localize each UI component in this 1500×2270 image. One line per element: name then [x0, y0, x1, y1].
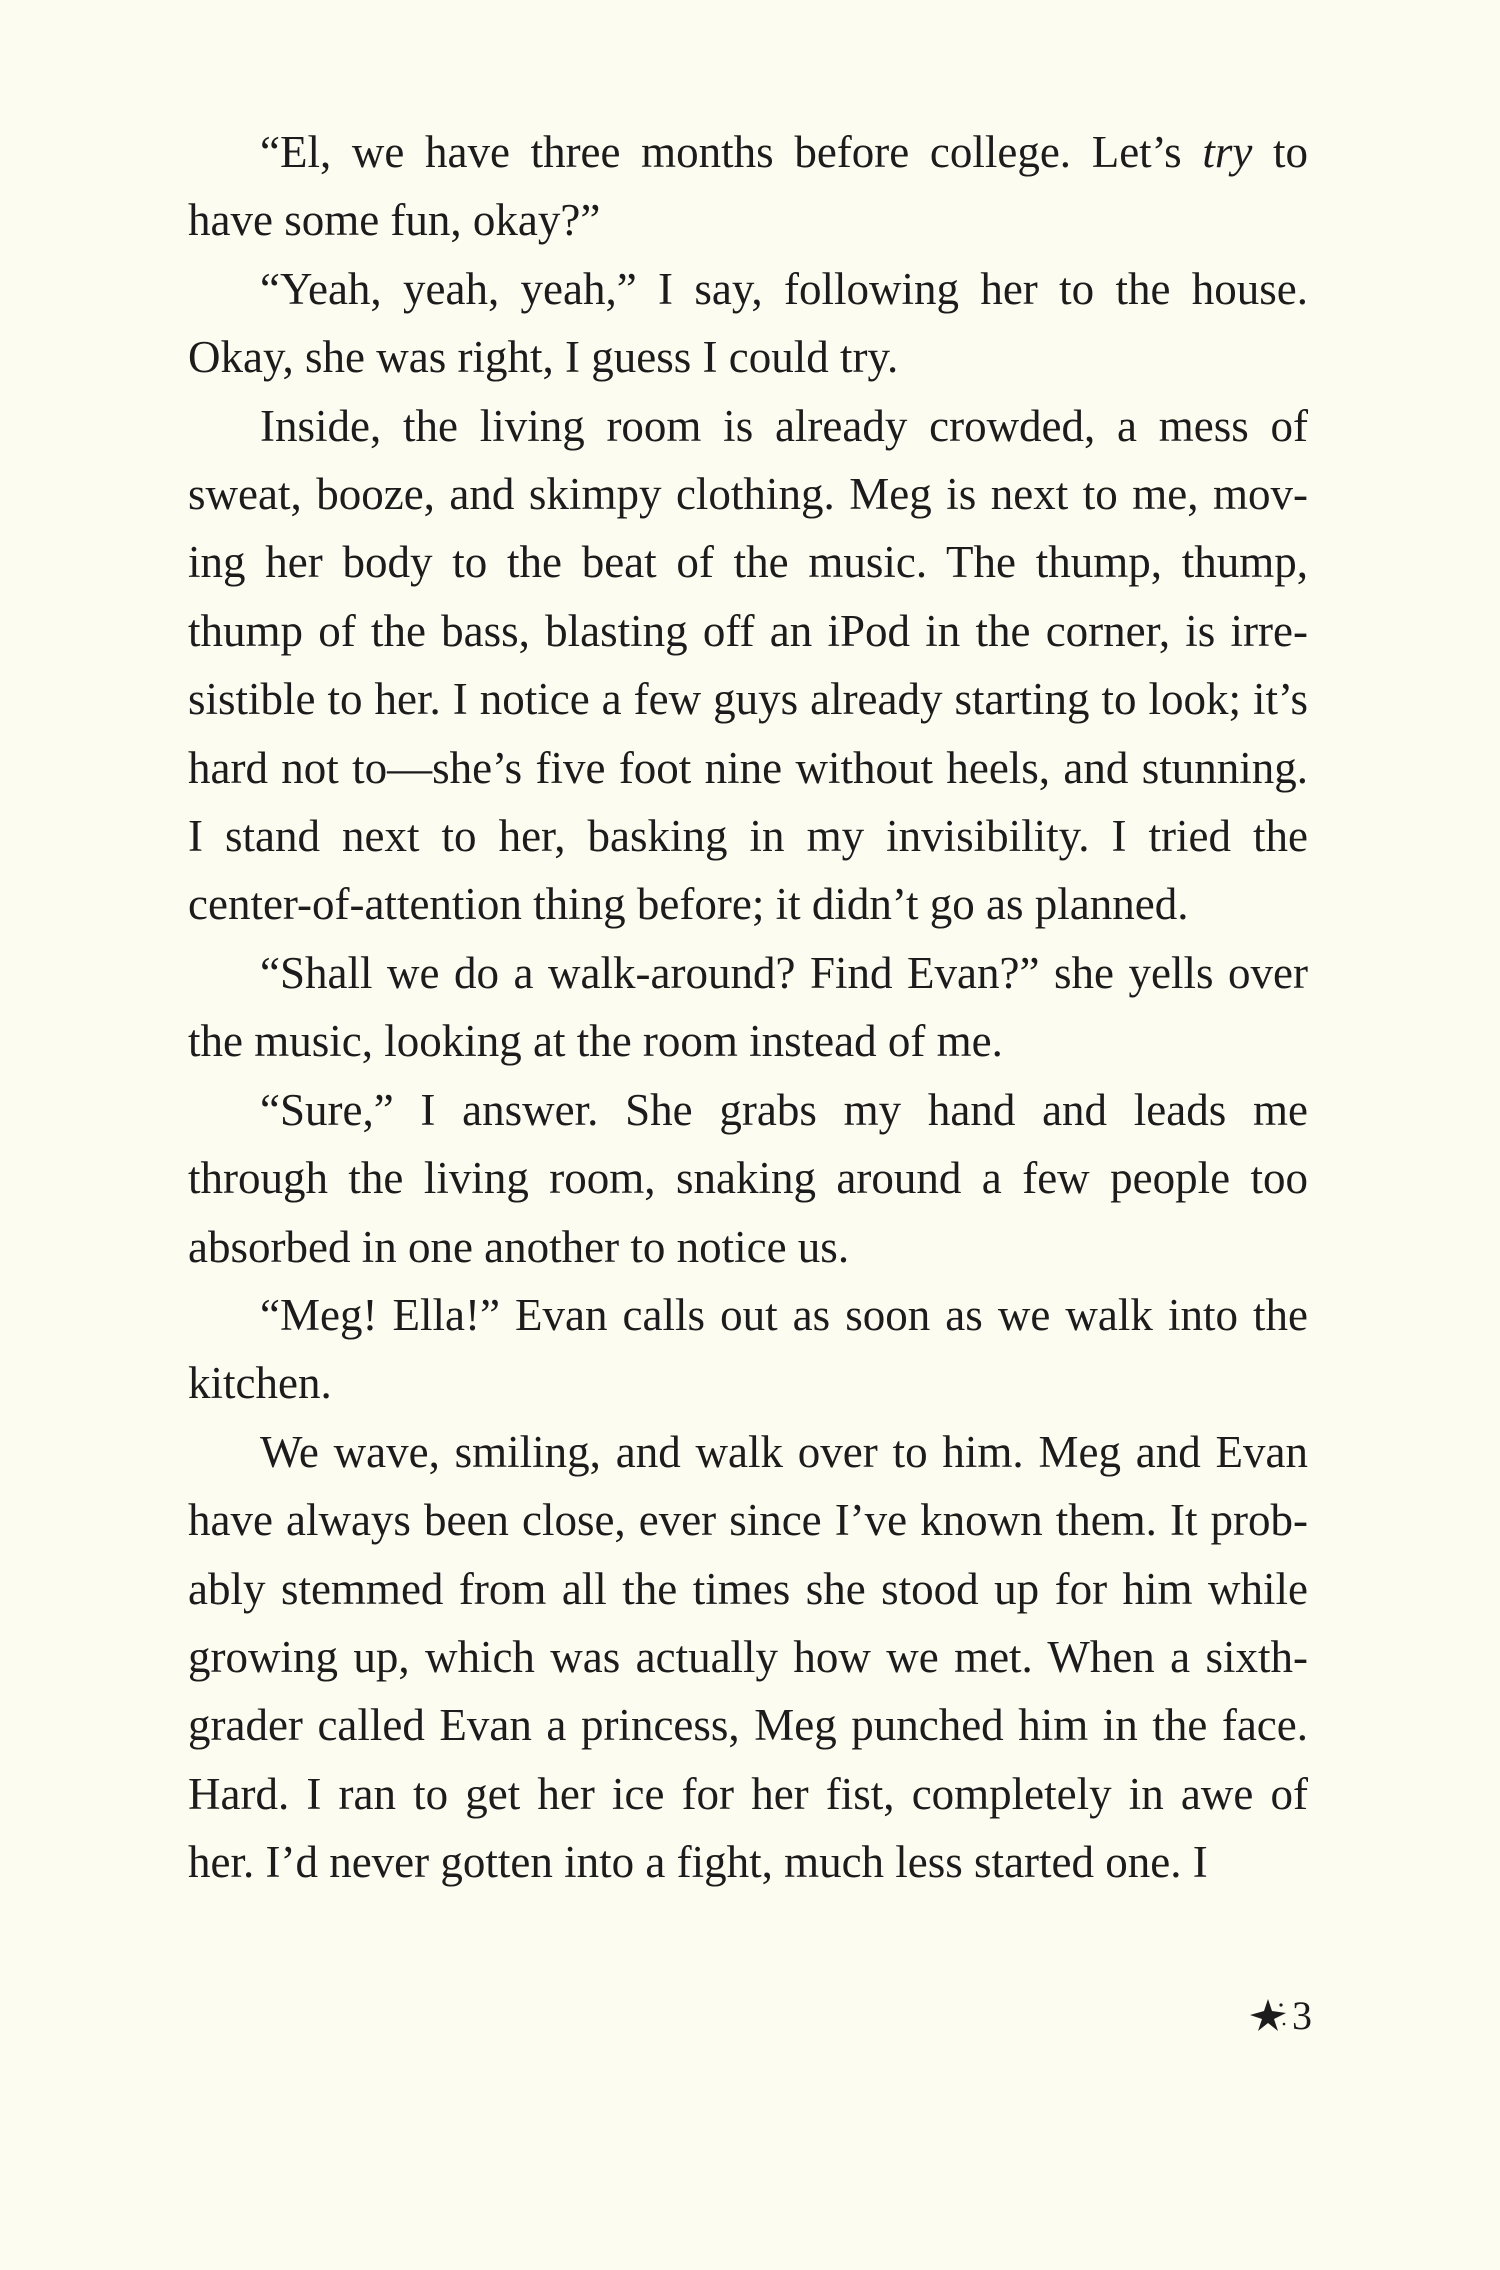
page-number: 3: [1292, 1992, 1312, 2038]
paragraph-2: “Yeah, yeah, yeah,” I say, following her to the house. Okay, she was right, I guess I could try.: [188, 263, 1308, 383]
paragraph-1: “El, we have three months before college. Let’s try to have some fun, okay?”: [188, 127, 1308, 246]
paragraph-4: “Shall we do a walk-around? Find Evan?” she yells over the music, looking at the room instead of me.: [188, 947, 1308, 1067]
paragraph-7: We wave, smiling, and walk over to him. Meg and Evan have always been close, ever since I’ve known them. It probably stemmed from all the times she stood up for him while growing up, which was actually how we met. When a sixth-grader called Evan a princess, Meg punched him in the face. Hard. I ran to get her ice for her fist, completely in awe of her. I’d never gotten into a fight, much less started one. I: [188, 1426, 1308, 1888]
paragraph-3: Inside, the living room is already crowded, a mess of sweat, booze, and skimpy clothing. Meg is next to me, moving her body to the beat of the music. The thump, thump, thump of the bass, blasting off an iPod in the corner, is irresistible to her. I notice a few guys already starting to look; it’s hard not to—she’s five foot nine without heels, and stunning. I stand next to her, basking in my invisibility. I tried the center-of-attention thing before; it didn’t go as planned.: [188, 400, 1308, 930]
paragraph-6: “Meg! Ella!” Evan calls out as soon as we walk into the kitchen.: [188, 1289, 1308, 1409]
paragraph-5: “Sure,” I answer. She grabs my hand and leads me through the living room, snaking around a few people too absorbed in one another to notice us.: [188, 1084, 1308, 1272]
emphasis-try: try: [1202, 127, 1253, 177]
star-ornament-icon: [1248, 1997, 1288, 2033]
body-text: [188, 118, 1308, 1897]
page-footer: [1222, 1990, 1312, 2040]
